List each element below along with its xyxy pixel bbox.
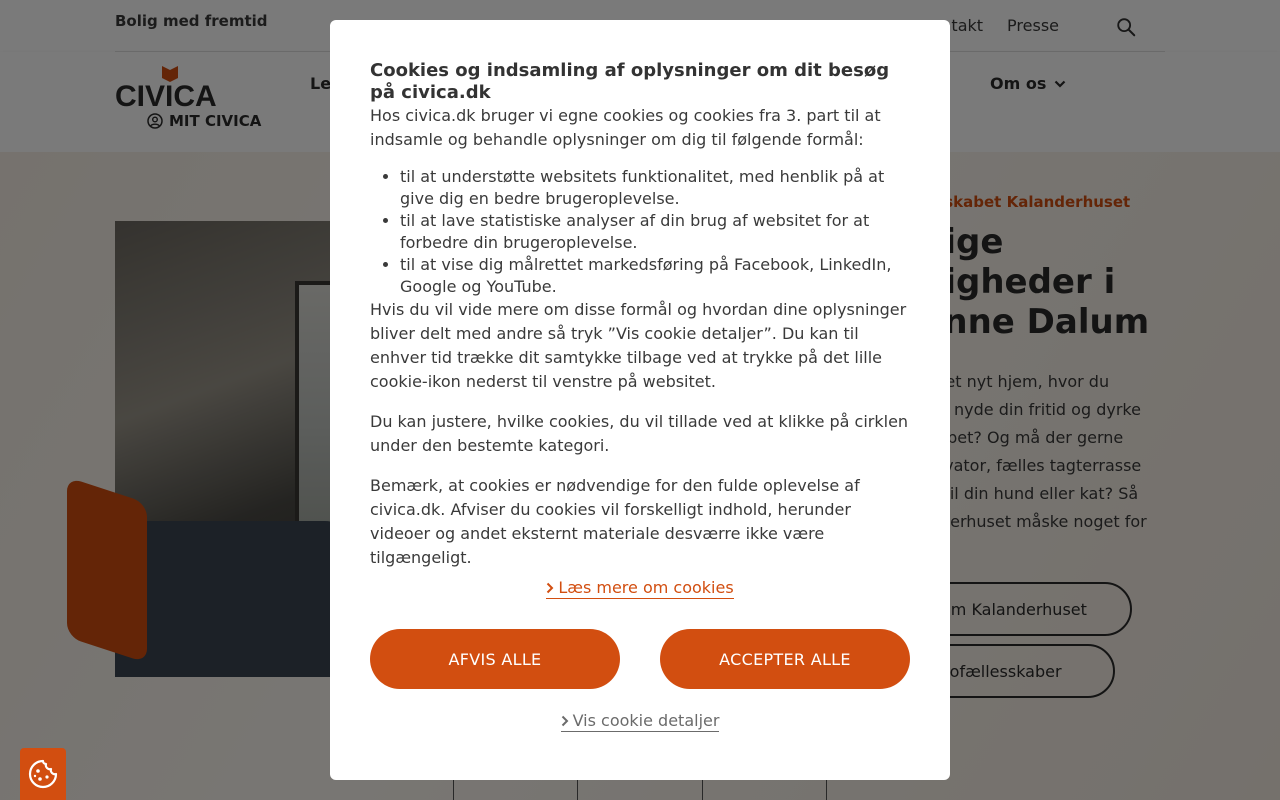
read-more-wrapper	[330, 578, 950, 599]
chevron-right-icon	[546, 582, 554, 594]
cookie-icon	[27, 758, 59, 790]
cookie-dialog-title: Cookies og indsamling af oplysninger om dit besøg på civica.dk	[370, 60, 890, 103]
show-cookie-details-link[interactable]	[561, 711, 720, 732]
cookie-details-text: Hvis du vil vide mere om disse formål og hvordan dine oplysninger bliver delt med andre så tryk ”Vis cookie detaljer”. Du kan til enhver tid trække dit samtykke tilbage ved at trykke på det lille cookie-ikon nederst til venstre på websitet.	[370, 300, 907, 391]
list-item: • til at understøtte websitets funktionalitet, med henblik på at give dig en bedre brugeroplevelse.	[400, 166, 910, 210]
cookie-intro-text: Hos civica.dk bruger vi egne cookies og cookies fra 3. part til at indsamle og behandle oplysninger om dig til følgende formål:	[370, 106, 881, 149]
show-cookie-details-label: Vis cookie detaljer	[572, 711, 720, 730]
cookie-consent-dialog	[330, 20, 950, 780]
read-more-cookies-link[interactable]	[546, 578, 733, 599]
list-item: • til at lave statistiske analyser af din brug af websitet for at forbedre din brugeroplevelse.	[400, 210, 910, 254]
accept-all-button[interactable]: ACCEPTER ALLE	[660, 629, 910, 689]
cookie-purpose-list	[385, 166, 910, 298]
reject-all-button[interactable]: AFVIS ALLE	[370, 629, 620, 689]
details-wrapper	[330, 711, 950, 732]
cookie-settings-button[interactable]	[20, 748, 66, 800]
read-more-cookies-label: Læs mere om cookies	[558, 578, 734, 597]
cookie-adjust-text: Du kan justere, hvilke cookies, du vil tillade ved at klikke på cirklen under den bestemte kategori.	[370, 412, 909, 455]
chevron-right-icon	[561, 715, 569, 727]
cookie-note-text: Bemærk, at cookies er nødvendige for den fulde oplevelse af civica.dk. Afviser du cookies vil forskelligt indhold, herunder videoer og andet eksternt materiale desværre ikke være tilgængeligt.	[370, 476, 860, 567]
cookie-button-row	[370, 629, 910, 689]
list-item: • til at vise dig målrettet markedsføring på Facebook, LinkedIn, Google og YouTube.	[400, 254, 910, 298]
